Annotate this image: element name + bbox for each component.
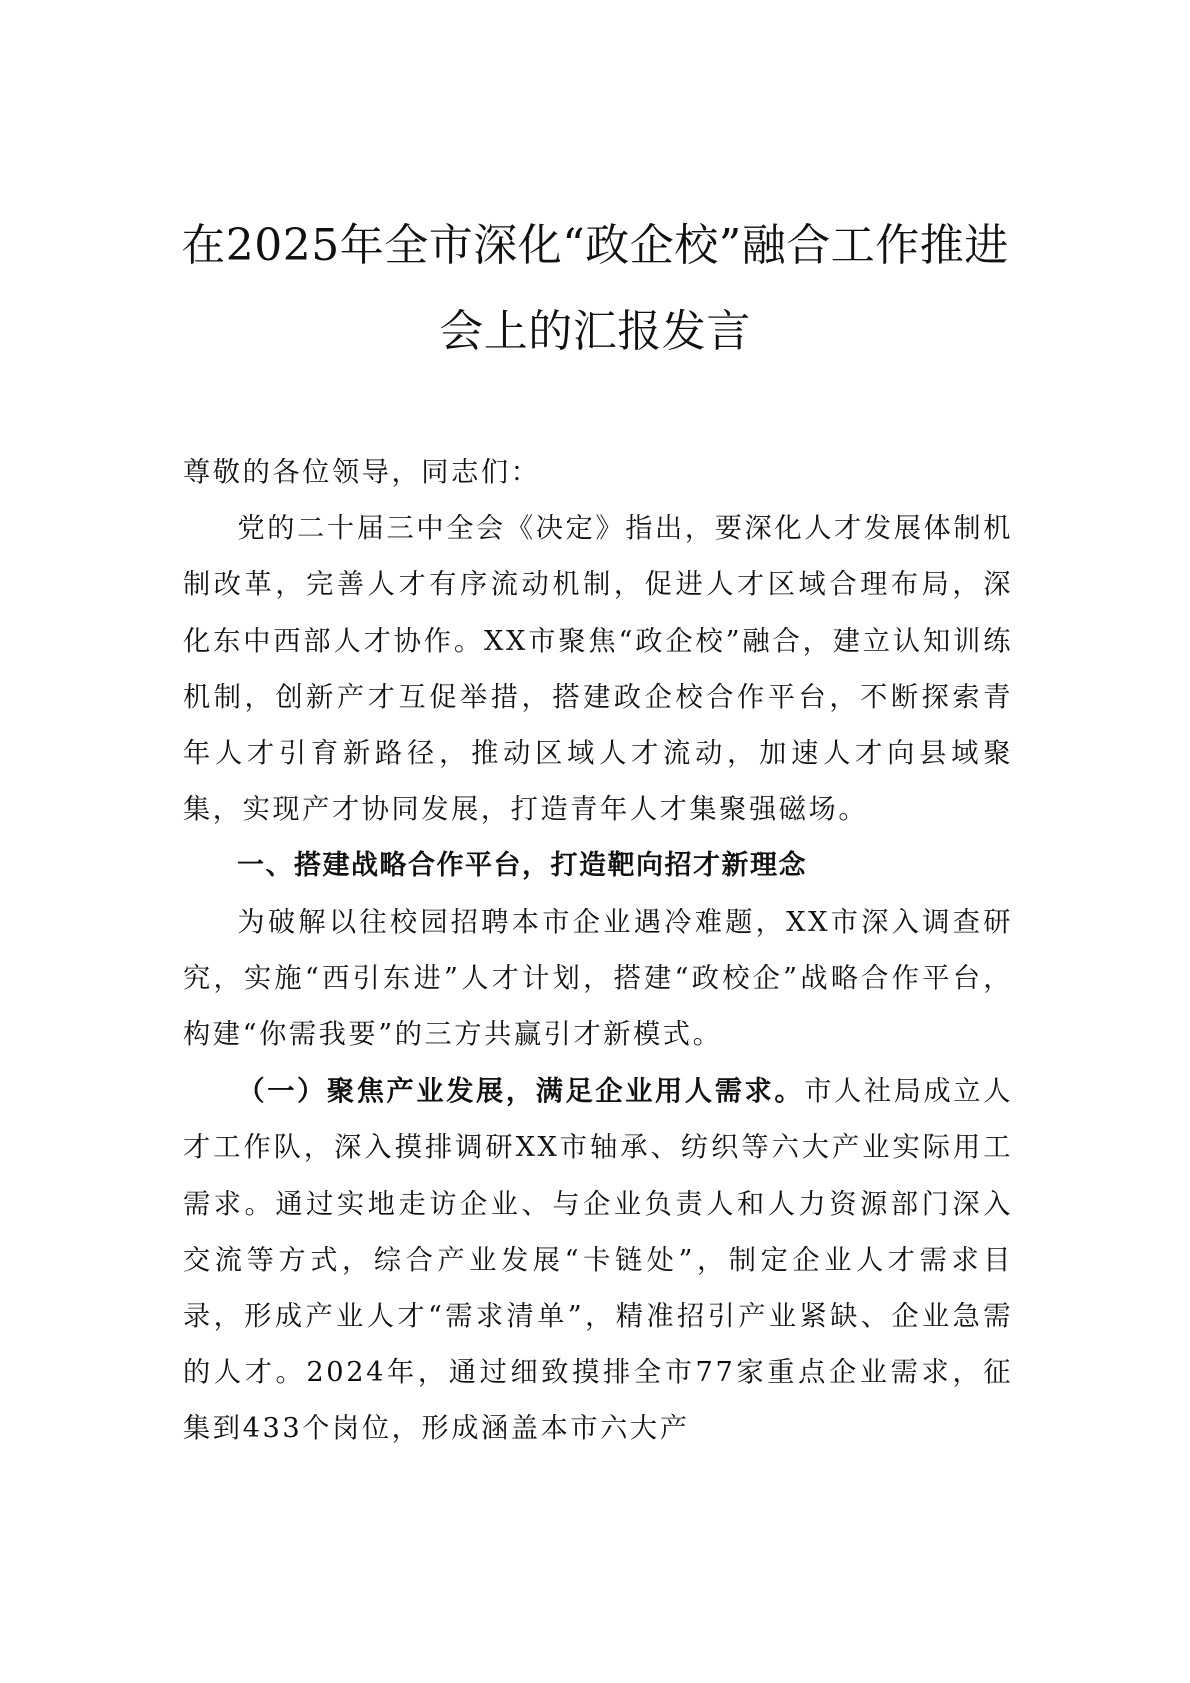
document-body <box>183 445 1013 1458</box>
section-1-paragraph: 为破解以往校园招聘本市企业遇冷难题，XX市深入调查研究，实施“西引东进”人才计划，搭建“政校企”战略合作平台，构建“你需我要”的三方共赢引才新模式。 <box>183 906 1013 1051</box>
subsection-1-text: 市人社局成立人才工作队，深入摸排调研XX市轴承、纺织等六大产业实际用工需求。通过实地走访企业、与企业负责人和人力资源部门深入交流等方式，综合产业发展“卡链处”，制定企业人才需求目录，形成产业人才“需求清单”，精准招引产业紧缺、企业急需的人才。2024年，通过细致摸排全市77家重点企业需求，征集到433个岗位，形成涵盖本市六大产 <box>183 1076 1014 1445</box>
document-title-line-2: 会上的汇报发言 <box>439 306 751 357</box>
intro-paragraph: 党的二十届三中全会《决定》指出，要深化人才发展体制机制改革，完善人才有序流动机制，促进人才区域合理布局，深化东中西部人才协作。XX市聚焦“政企校”融合，建立认知训练机制，创新产才互促举措，搭建政企校合作平台，不断探索青年人才引育新路径，推动区域人才流动，加速人才向县域聚集，实现产才协同发展，打造青年人才集聚强磁场。 <box>183 513 1013 826</box>
subsection-1-paragraph <box>183 1063 1013 1457</box>
subsection-1-heading: （一）聚焦产业发展，满足企业用人需求。 <box>237 1075 805 1108</box>
document-title-line-1: 在2025年全市深化“政企校”融合工作推进 <box>181 220 1009 271</box>
salutation: 尊敬的各位领导，同志们： <box>183 457 541 488</box>
section-1-heading: 一、搭建战略合作平台，打造靶向招才新理念 <box>237 850 807 882</box>
